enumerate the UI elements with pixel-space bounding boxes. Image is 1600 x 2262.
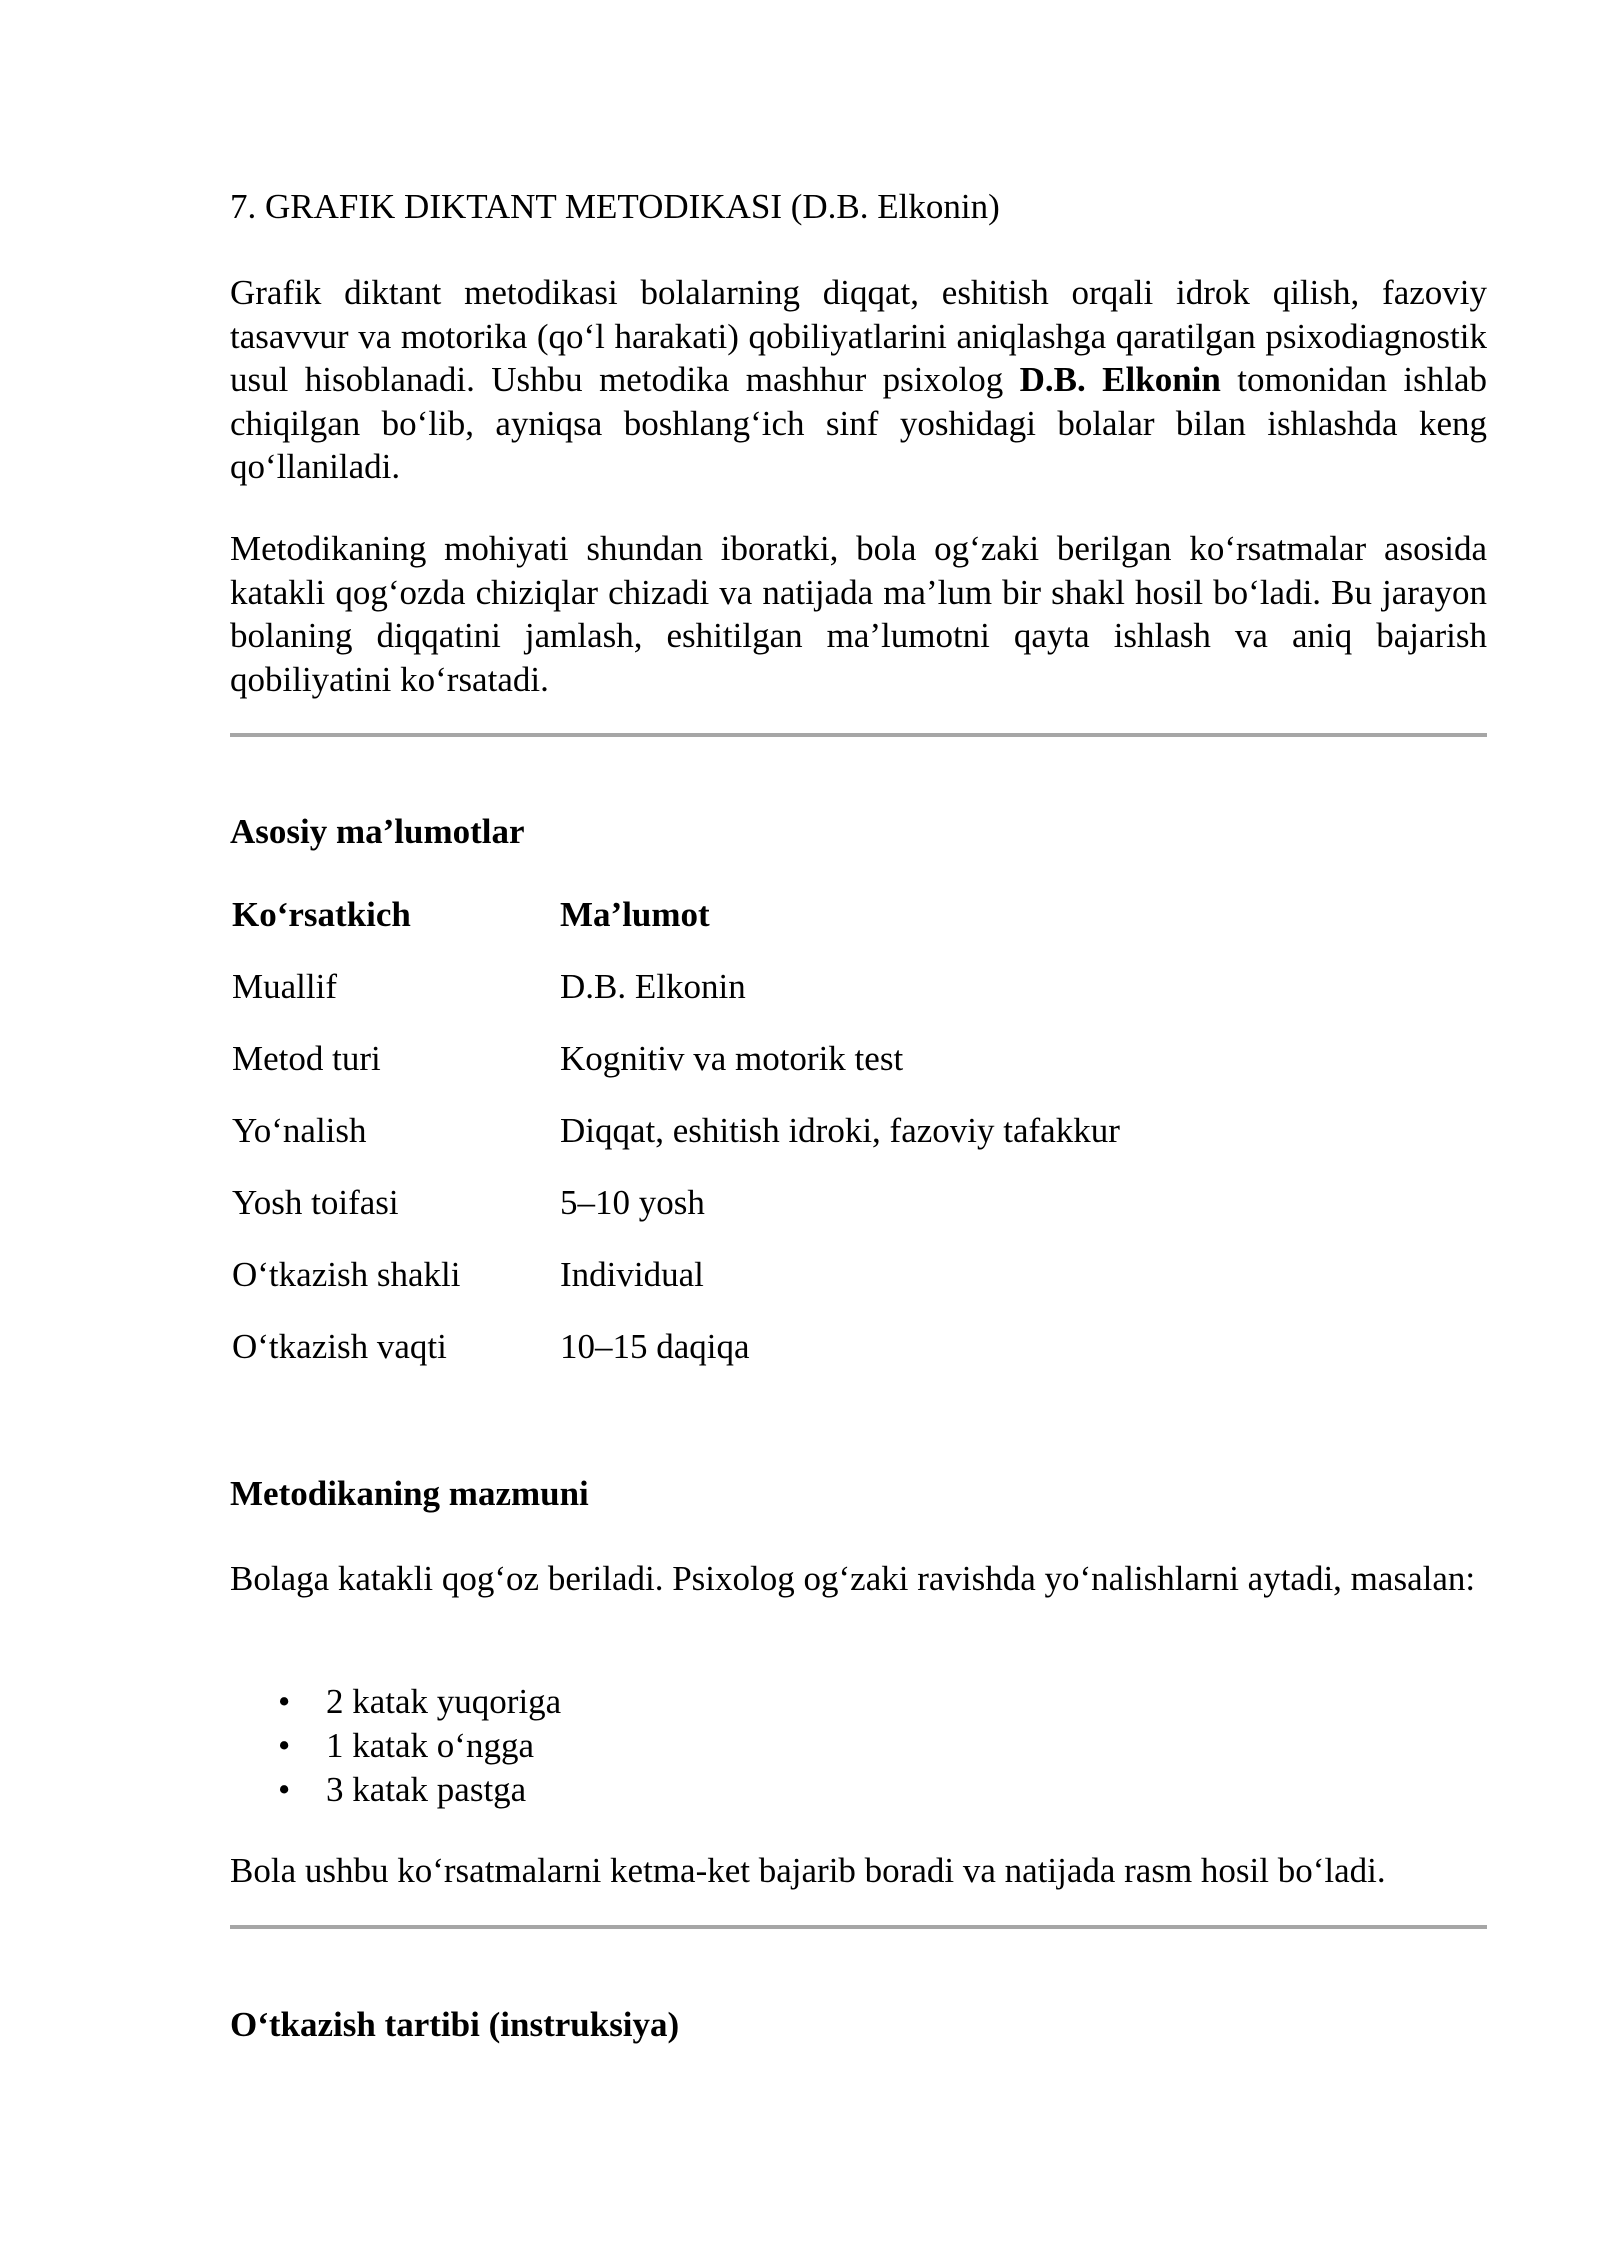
- table-cell-value: 10–15 daqiqa: [560, 1327, 750, 1366]
- column-header-indicator: Ko‘rsatkich: [232, 895, 411, 934]
- table-cell-value: D.B. Elkonin: [560, 967, 746, 1006]
- content-intro-paragraph: Bolaga katakli qog‘oz beriladi. Psixolog og‘zaki ravishda yo‘nalishlarni aytadi, masalan:: [230, 1559, 1476, 1598]
- list-item-text: 3 katak pastga: [326, 1770, 527, 1809]
- list-item: [278, 1768, 561, 1812]
- table-cell-key: Yo‘nalish: [232, 1111, 367, 1150]
- table-cell-value: 5–10 yosh: [560, 1183, 705, 1222]
- intro-text-start: Grafik diktant metodikasi bolalarning diqqat, eshitish orqali idrok qilish, fazoviy tasavvur va motorika (qo‘l harakati) qobiliyatlarini aniqlashga qaratilgan psixodiagnostik usul hisoblanadi. Ushbu metodika mashhur psixolog: [230, 273, 1487, 399]
- list-item-text: 2 katak yuqoriga: [326, 1682, 562, 1721]
- content-section-title: Metodikaning mazmuni: [230, 1474, 589, 1513]
- table-cell-value: Individual: [560, 1255, 704, 1294]
- intro-text-end: tomonidan ishlab chiqilgan bo‘lib, ayniqsa boshlang‘ich sinf yoshidagi bolalar bilan ishlashda keng qo‘llaniladi.: [230, 360, 1488, 486]
- table-row: [230, 1181, 1120, 1253]
- table-cell-key: O‘tkazish vaqti: [232, 1327, 447, 1366]
- table-header-row: [230, 893, 1120, 965]
- bullet-icon: •: [278, 1682, 291, 1721]
- intro-paragraph-1: [230, 271, 1487, 489]
- list-item: [278, 1724, 561, 1768]
- table-cell-key: Muallif: [232, 967, 337, 1006]
- procedure-section-title: O‘tkazish tartibi (instruksiya): [230, 2005, 680, 2044]
- intro-paragraph-2: Metodikaning mohiyati shundan iboratki, bola og‘zaki berilgan ko‘rsatmalar asosida katakli qog‘ozda chiziqlar chizadi va natijada ma’lum bir shakl hosil bo‘ladi. Bu jarayon bolaning diqqatini jamlash, eshitilgan ma’lumotni qayta ishlash va aniq bajarish qobiliyatini ko‘rsatadi.: [230, 529, 1487, 699]
- table-cell-value: Kognitiv va motorik test: [560, 1039, 904, 1078]
- author-name-bold: D.B. Elkonin: [1019, 360, 1221, 399]
- table-cell-key: Metod turi: [232, 1039, 381, 1078]
- table-cell-value: Diqqat, eshitish idroki, fazoviy tafakkur: [560, 1111, 1120, 1150]
- info-section-title: Asosiy ma’lumotlar: [230, 812, 525, 851]
- content-outro-paragraph: Bola ushbu ko‘rsatmalarni ketma-ket bajarib boradi va natijada rasm hosil bo‘ladi.: [230, 1851, 1386, 1890]
- table-cell-key: O‘tkazish shakli: [232, 1255, 461, 1294]
- table-cell-key: Yosh toifasi: [232, 1183, 399, 1222]
- bullet-icon: •: [278, 1770, 291, 1809]
- list-item-text: 1 katak o‘ngga: [326, 1726, 534, 1765]
- table-row: [230, 1325, 1120, 1397]
- section-divider: [230, 1925, 1487, 1929]
- column-header-info: Ma’lumot: [560, 895, 710, 934]
- section-divider: [230, 733, 1487, 737]
- table-row: [230, 1037, 1120, 1109]
- info-table: [230, 893, 1120, 1397]
- direction-list: [278, 1680, 561, 1812]
- table-row: [230, 1253, 1120, 1325]
- section-heading: 7. GRAFIK DIKTANT METODIKASI (D.B. Elkonin): [230, 187, 1000, 226]
- table-row: [230, 965, 1120, 1037]
- bullet-icon: •: [278, 1726, 291, 1765]
- list-item: [278, 1680, 561, 1724]
- table-row: [230, 1109, 1120, 1181]
